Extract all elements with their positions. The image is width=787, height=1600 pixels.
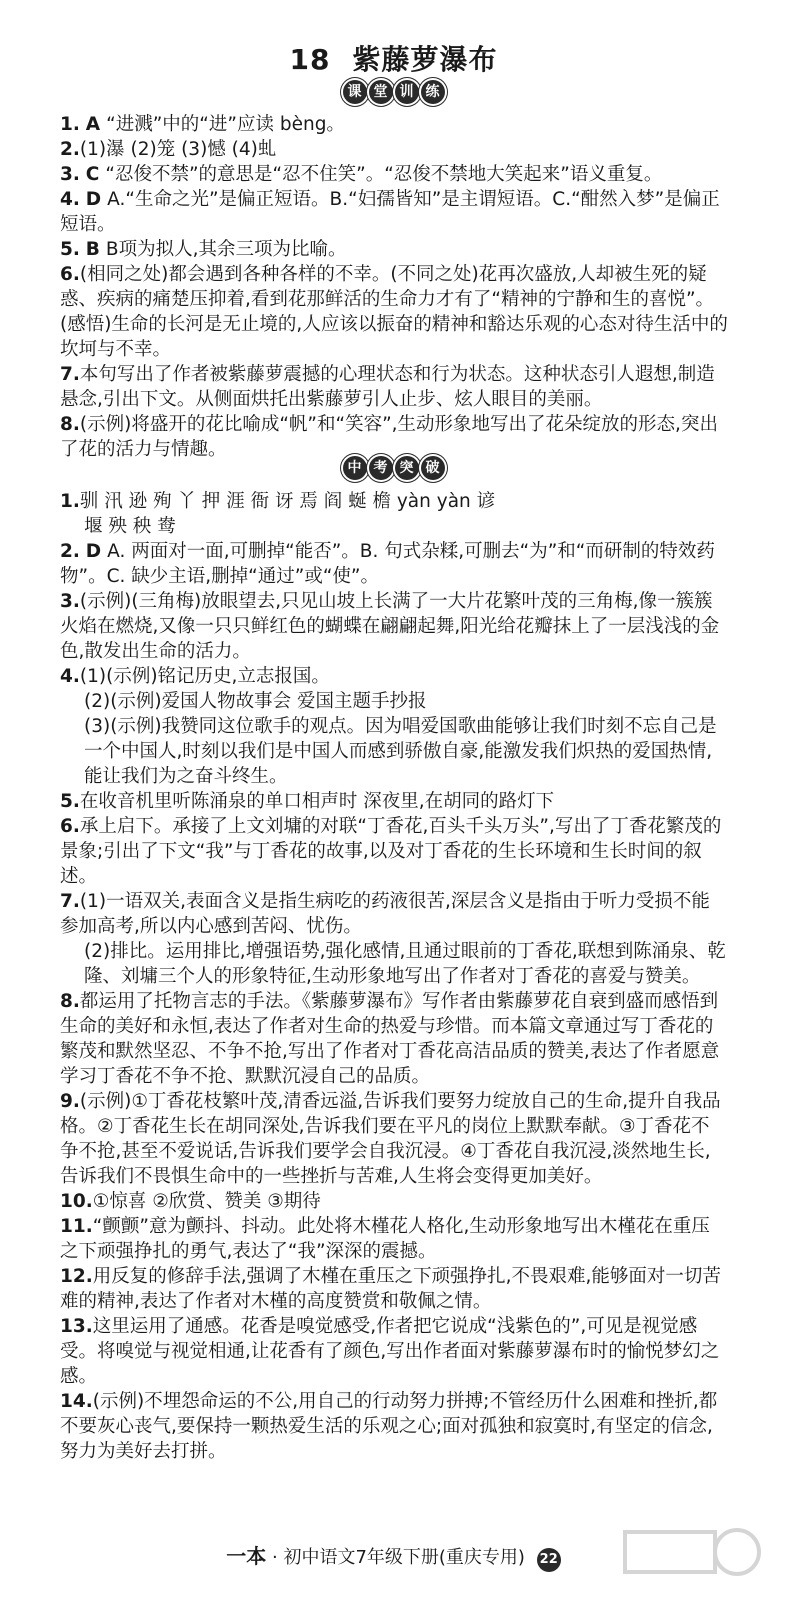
answer-number: 10. <box>60 1191 93 1212</box>
section-header-exam-breakthrough <box>0 456 787 484</box>
answer-number: 2. <box>60 139 80 160</box>
answer-text: 在收音机里听陈涌泉的单口相声时 深夜里,在胡同的路灯下 <box>79 791 555 812</box>
answer-text: “进溅”中的“进”应读 bèng。 <box>106 114 345 135</box>
answer-item <box>60 989 728 1089</box>
answer-number: 9. <box>60 1091 80 1112</box>
section-badge-char: 中 <box>343 456 367 480</box>
answer-item <box>60 1089 728 1189</box>
answer-item <box>60 589 728 664</box>
answer-item <box>60 362 728 412</box>
lesson-number: 18 <box>289 43 331 76</box>
watermark-stamp <box>619 1524 769 1594</box>
answer-choice: D <box>85 541 102 562</box>
answer-number: 4. <box>60 189 80 210</box>
answer-number: 8. <box>60 991 80 1012</box>
answer-text: “忍俊不禁”的意思是“忍不住笑”。“忍俊不禁地大笑起来”语义重复。 <box>105 164 663 185</box>
answer-number: 1. <box>60 114 80 135</box>
answer-item <box>60 1314 728 1389</box>
classroom-training-answers <box>60 112 728 462</box>
answer-number: 5. <box>60 791 80 812</box>
answer-item <box>60 412 728 462</box>
section-badge-char: 破 <box>421 456 445 480</box>
answer-choice: A <box>85 114 101 135</box>
answer-text: 用反复的修辞手法,强调了木槿在重压之下顽强挣扎,不畏艰难,能够面对一切苦难的精神,表达了作者对木槿的高度赞赏和敬佩之情。 <box>60 1266 721 1312</box>
answer-number: 13. <box>60 1316 93 1337</box>
section-badge-char: 考 <box>369 456 393 480</box>
page-number: 22 <box>537 1548 561 1572</box>
answer-text: “颤颤”意为颤抖、抖动。此处将木槿花人格化,生动形象地写出木槿花在重压之下顽强挣扎的勇气,表达了“我”深深的震撼。 <box>60 1216 710 1262</box>
answer-number: 12. <box>60 1266 93 1287</box>
lesson-title: 紫藤萝瀑布 <box>352 43 498 76</box>
answer-item <box>60 1389 728 1464</box>
answer-text: A. 两面对一面,可删掉“能否”。B. 句式杂糅,可删去“为”和“而研制的特效药物”。C. 缺少主语,删掉“通过”或“使”。 <box>60 541 715 587</box>
answer-text: (相同之处)都会遇到各种各样的不幸。(不同之处)花再次盛放,人却被生死的疑惑、疾病的痛楚压抑着,看到花那鲜活的生命力才有了“精神的宁静和生的喜悦”。(感悟)生命的长河是无止境的,人应该以振奋的精神和豁达乐观的心态对待生活中的坎坷与不幸。 <box>60 264 728 360</box>
answer-number: 14. <box>60 1391 93 1412</box>
answer-subpart: (2)(示例)爱国人物故事会 爱国主题手抄报 <box>84 691 427 712</box>
answer-number: 1. <box>60 491 80 512</box>
section-badge-char: 练 <box>421 80 445 104</box>
footer-book-title: · 初中语文7年级下册(重庆专用) <box>272 1547 525 1568</box>
answer-text: (1)(示例)铭记历史,立志报国。 <box>79 666 330 687</box>
answer-text: (示例)①丁香花枝繁叶茂,清香远溢,告诉我们要努力绽放自己的生命,提升自我品格。②丁香花生长在胡同深处,告诉我们要在平凡的岗位上默默奉献。③丁香花不争不抢,甚至不爱说话,告诉我们要学会自我沉浸。④丁香花自我沉浸,淡然地生长,告诉我们不畏惧生命中的一些挫折与苦难,人生将会变得更加美好。 <box>60 1091 721 1187</box>
answer-text: (1)瀑 (2)笼 (3)憾 (4)虬 <box>79 139 277 160</box>
answer-text: 驯 汛 逊 殉 丫 押 涯 衙 讶 焉 阎 蜒 檐 yàn yàn 谚 <box>79 491 496 512</box>
section-header-classroom-training <box>0 80 787 108</box>
answer-text: B项为拟人,其余三项为比喻。 <box>105 239 347 260</box>
answer-item <box>60 1264 728 1314</box>
answer-item <box>60 539 728 589</box>
answer-item <box>60 237 728 262</box>
answer-number: 4. <box>60 666 80 687</box>
answer-item <box>60 789 728 814</box>
answer-item <box>60 814 728 889</box>
section-badge-char: 训 <box>395 80 419 104</box>
answer-choice: B <box>85 239 100 260</box>
answer-item <box>60 489 728 514</box>
answer-number: 6. <box>60 264 80 285</box>
answer-item <box>60 1189 728 1214</box>
answer-choice: C <box>85 164 100 185</box>
answer-item <box>60 112 728 137</box>
answer-item <box>60 162 728 187</box>
footer-brand: 一本 <box>226 1544 267 1568</box>
answer-number: 7. <box>60 364 80 385</box>
answer-text: (示例)(三角梅)放眼望去,只见山坡上长满了一大片花繁叶茂的三角梅,像一簇簇火焰在燃烧,又像一只只鲜红色的蝴蝶在翩翩起舞,阳光给花瓣抹上了一层浅浅的金色,散发出生命的活力。 <box>60 591 720 662</box>
answer-item <box>60 889 728 939</box>
answer-subpart: (2)排比。运用排比,增强语势,强化感情,且通过眼前的丁香花,联想到陈涌泉、乾隆、刘墉三个人的形象特征,生动形象地写出了作者对丁香花的喜爱与赞美。 <box>84 941 726 987</box>
answer-number: 11. <box>60 1216 93 1237</box>
answer-number: 7. <box>60 891 80 912</box>
answer-number: 8. <box>60 414 80 435</box>
answer-text: 都运用了托物言志的手法。《紫藤萝瀑布》写作者由紫藤萝花自衰到盛而感悟到生命的美好和永恒,表达了作者对生命的热爱与珍惜。而本篇文章通过写丁香花的繁茂和默然坚忍、不争不抢,写出了作者对丁香花高洁品质的赞美,表达了作者愿意学习丁香花不争不抢、默默沉浸自己的品质。 <box>60 991 720 1087</box>
answer-number: 2. <box>60 541 80 562</box>
section-badge-char: 堂 <box>369 80 393 104</box>
answer-item <box>60 262 728 362</box>
answer-subpart: (3)(示例)我赞同这位歌手的观点。因为唱爱国歌曲能够让我们时刻不忘自己是一个中国人,时刻以我们是中国人而感到骄傲自豪,能激发我们炽热的爱国热情,能让我们为之奋斗终生。 <box>84 716 717 787</box>
answer-number: 5. <box>60 239 80 260</box>
answer-text: (示例)将盛开的花比喻成“帆”和“笑容”,生动形象地写出了花朵绽放的形态,突出了花的活力与情趣。 <box>60 414 718 460</box>
exam-breakthrough-answers <box>60 489 728 1464</box>
answer-text: (1)一语双关,表面含义是指生病吃的药液很苦,深层含义是指由于听力受损不能参加高考,所以内心感到苦闷、忧伤。 <box>60 891 710 937</box>
answer-item <box>60 137 728 162</box>
answer-number: 6. <box>60 816 80 837</box>
answer-text: 本句写出了作者被紫藤萝震撼的心理状态和行为状态。这种状态引人遐想,制造悬念,引出下文。从侧面烘托出紫藤萝引人止步、炫人眼目的美丽。 <box>60 364 715 410</box>
answer-text: (示例)不埋怨命运的不公,用自己的行动努力拼搏;不管经历什么困难和挫折,都不要灰心丧气,要保持一颗热爱生活的乐观之心;面对孤独和寂寞时,有坚定的信念,努力为美好去打拼。 <box>60 1391 718 1462</box>
answer-number: 3. <box>60 591 80 612</box>
answer-text: 这里运用了通感。花香是嗅觉感受,作者把它说成“浅紫色的”,可见是视觉感受。将嗅觉与视觉相通,让花香有了颜色,写出作者面对紫藤萝瀑布时的愉悦梦幻之感。 <box>60 1316 720 1387</box>
section-badge-char: 突 <box>395 456 419 480</box>
answer-item <box>60 1214 728 1264</box>
answer-item <box>60 664 728 689</box>
answer-text: A.“生命之光”是偏正短语。B.“妇孺皆知”是主谓短语。C.“酣然入梦”是偏正短语。 <box>60 189 720 235</box>
answer-choice: D <box>85 189 102 210</box>
answer-text: 承上启下。承接了上文刘墉的对联“丁香花,百头千头万头”,写出了丁香花繁茂的景象;引出了下文“我”与丁香花的故事,以及对丁香花的生长环境和生长时间的叙述。 <box>60 816 722 887</box>
page-title <box>0 38 787 78</box>
answer-text: ①惊喜 ②欣赏、赞美 ③期待 <box>92 1191 321 1212</box>
answer-item <box>60 187 728 237</box>
answer-continuation: 堰 殃 秧 鸯 <box>84 516 176 537</box>
section-badge-char: 课 <box>343 80 367 104</box>
answer-number: 3. <box>60 164 80 185</box>
